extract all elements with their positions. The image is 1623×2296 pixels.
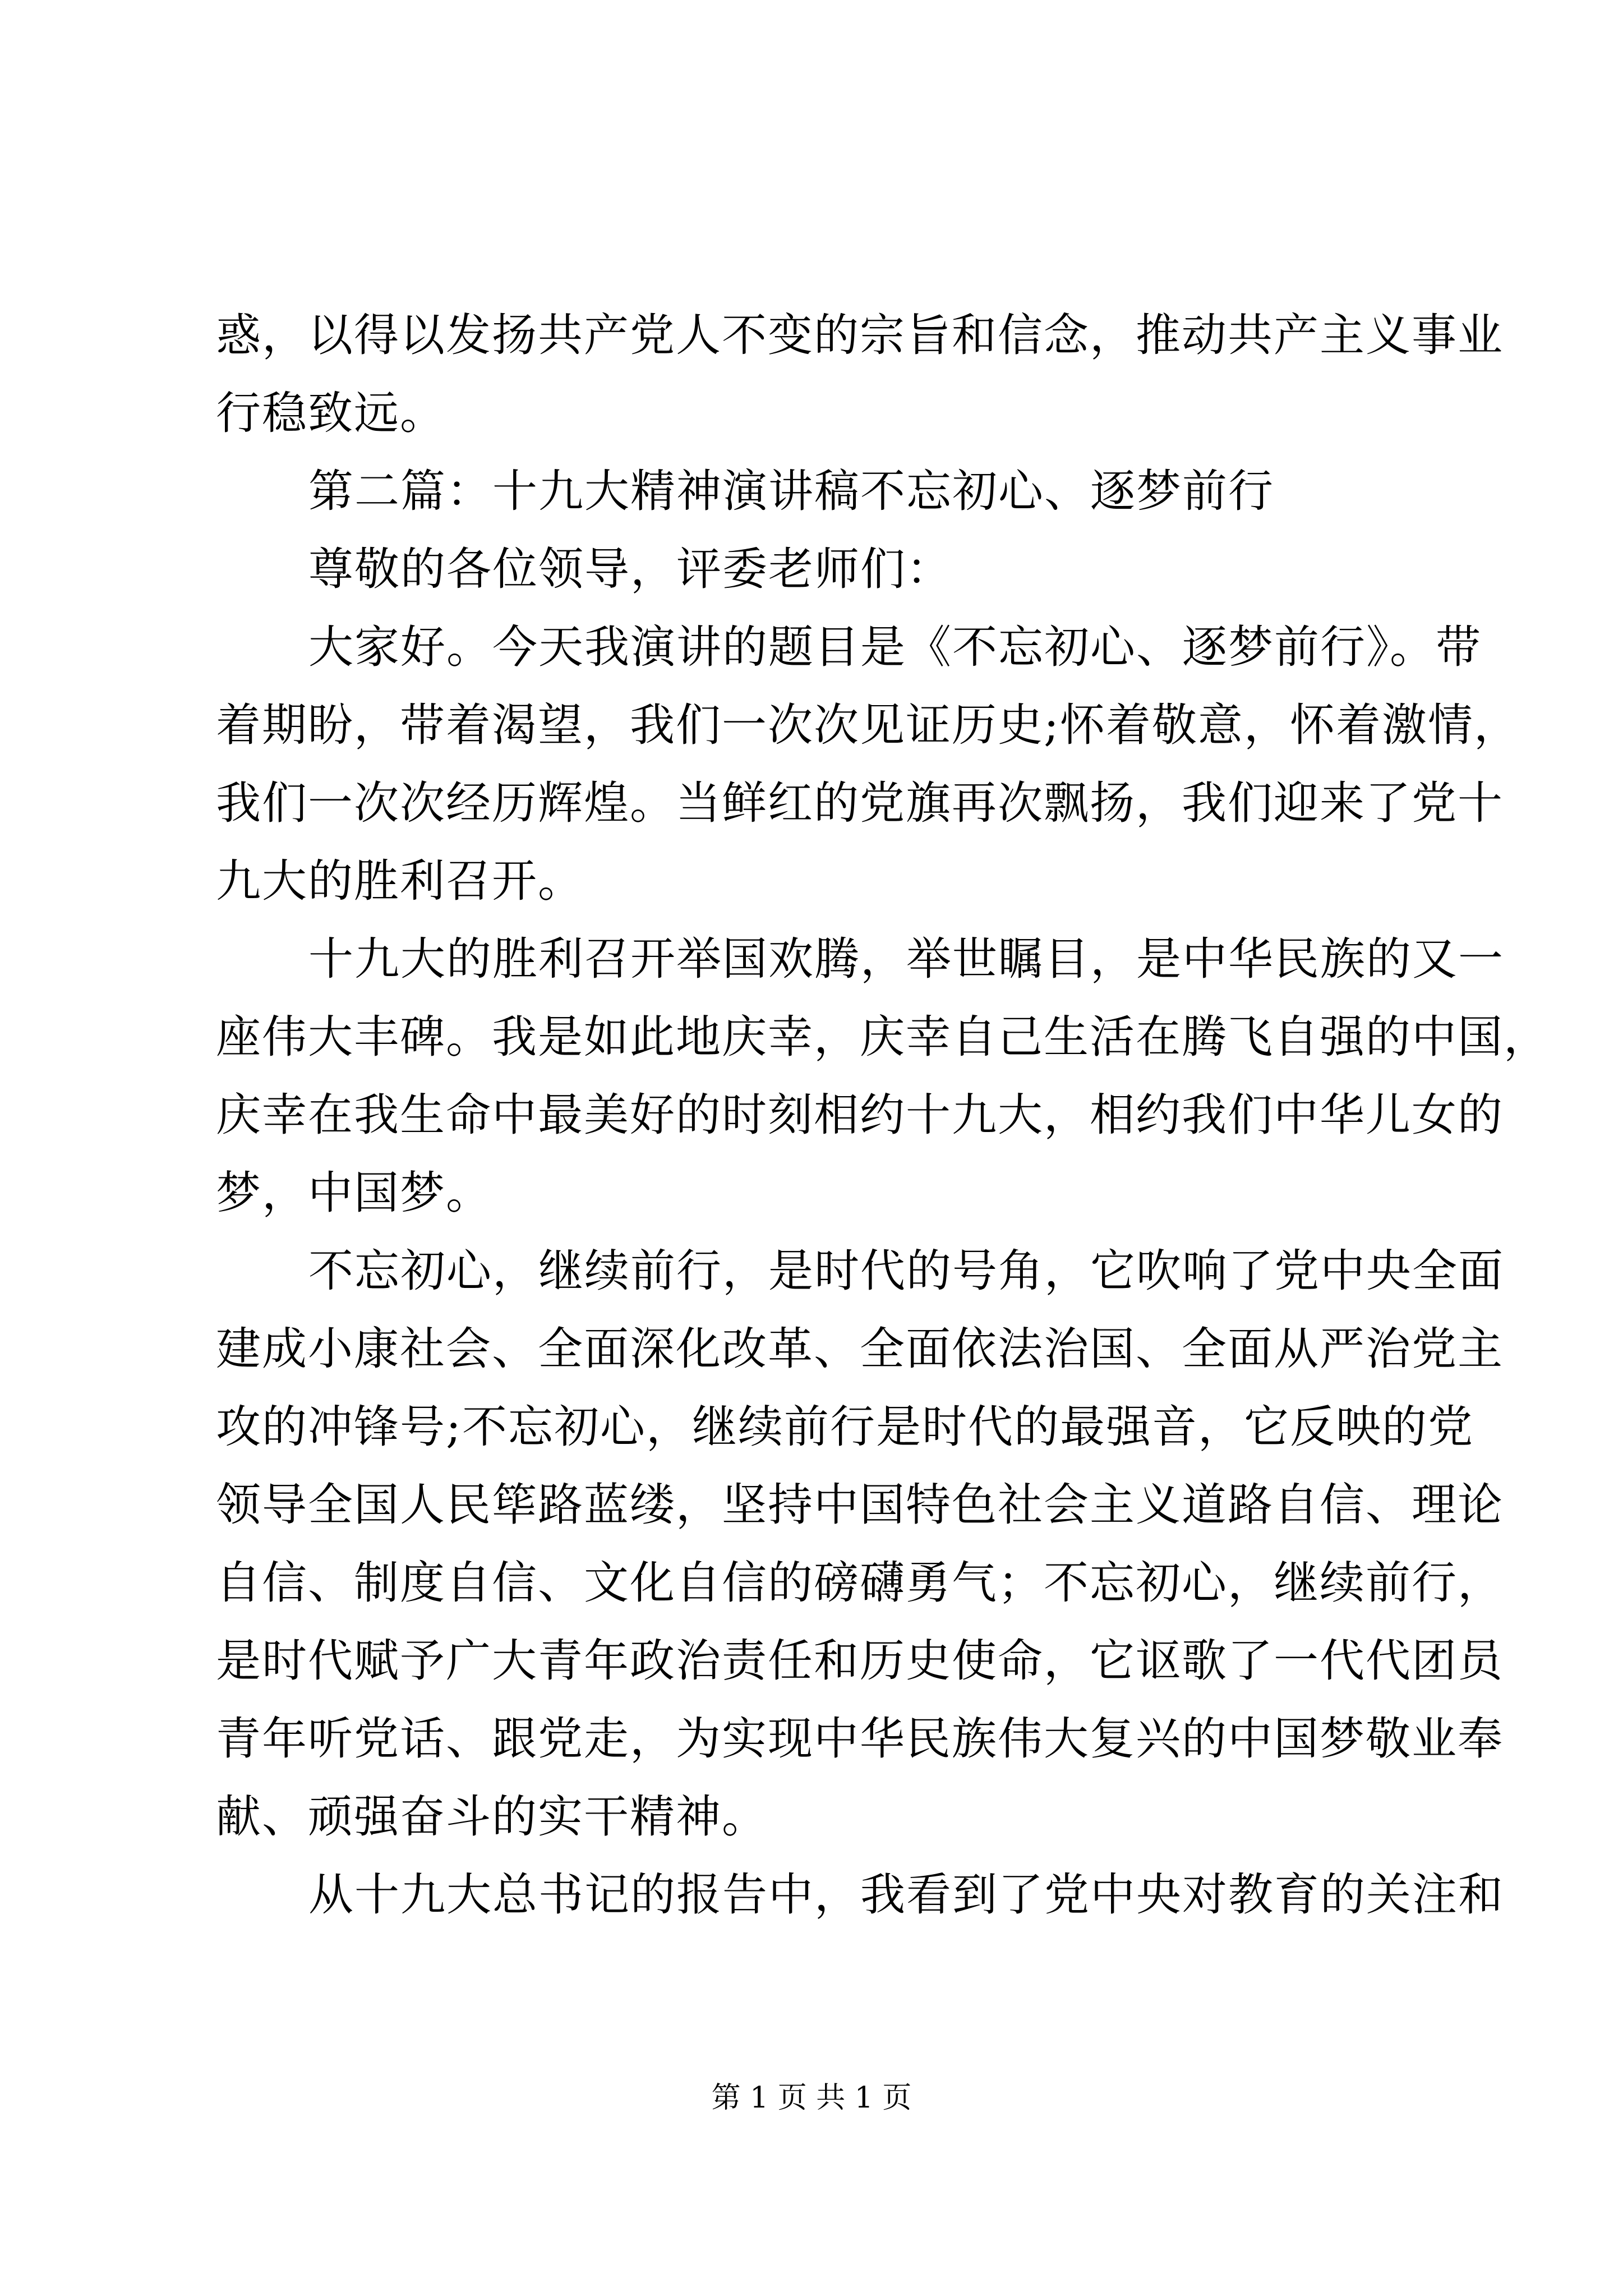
page-footer [0, 2078, 1623, 2118]
text-line: 从十九大总书记的报告中，我看到了党中央对教育的关注和 [308, 1869, 1504, 1921]
text-line: 是时代赋予广大青年政治责任和历史使命，它讴歌了一代代团员 [216, 1635, 1504, 1687]
text-line: 建成小康社会、全面深化改革、全面依法治国、全面从严治党主 [216, 1323, 1504, 1375]
text-line: 我们一次次经历辉煌。当鲜红的党旗再次飘扬，我们迎来了党十 [216, 777, 1504, 829]
text-line: 攻的冲锋号;不忘初心，继续前行是时代的最强音，它反映的党 [216, 1401, 1474, 1453]
section-heading: 第二篇：十九大精神演讲稿不忘初心、逐梦前行 [308, 465, 1274, 517]
text-line: 献、顽强奋斗的实干精神。 [216, 1791, 768, 1843]
text-line: 着期盼，带着渴望，我们一次次见证历史;怀着敬意，怀着激情， [216, 699, 1520, 751]
text-line: 行稳致远。 [216, 387, 446, 439]
text-line: 十九大的胜利召开举国欢腾，举世瞩目，是中华民族的又一 [308, 933, 1504, 985]
text-line: 领导全国人民筚路蓝缕，坚持中国特色社会主义道路自信、理论 [216, 1479, 1504, 1531]
text-line: 不忘初心，继续前行，是时代的号角，它吹响了党中央全面 [308, 1245, 1504, 1297]
text-line: 梦，中国梦。 [216, 1167, 492, 1219]
text-line: 惑，以得以发扬共产党人不变的宗旨和信念，推动共产主义事业 [216, 309, 1504, 361]
text-line: 大家好。今天我演讲的题目是《不忘初心、逐梦前行》。带 [308, 621, 1482, 673]
text-line: 座伟大丰碑。我是如此地庆幸，庆幸自己生活在腾飞自强的中国， [216, 1011, 1550, 1063]
page-number-label: 第 1 页 共 1 页 [711, 2081, 912, 2115]
text-line: 自信、制度自信、文化自信的磅礴勇气；不忘初心，继续前行， [216, 1557, 1504, 1609]
text-line: 庆幸在我生命中最美好的时刻相约十九大，相约我们中华儿女的 [216, 1089, 1504, 1141]
text-line: 青年听党话、跟党走，为实现中华民族伟大复兴的中国梦敬业奉 [216, 1713, 1504, 1765]
salutation-line: 尊敬的各位领导，评委老师们： [308, 543, 952, 595]
text-line: 九大的胜利召开。 [216, 855, 584, 907]
document-body [216, 296, 1550, 1934]
